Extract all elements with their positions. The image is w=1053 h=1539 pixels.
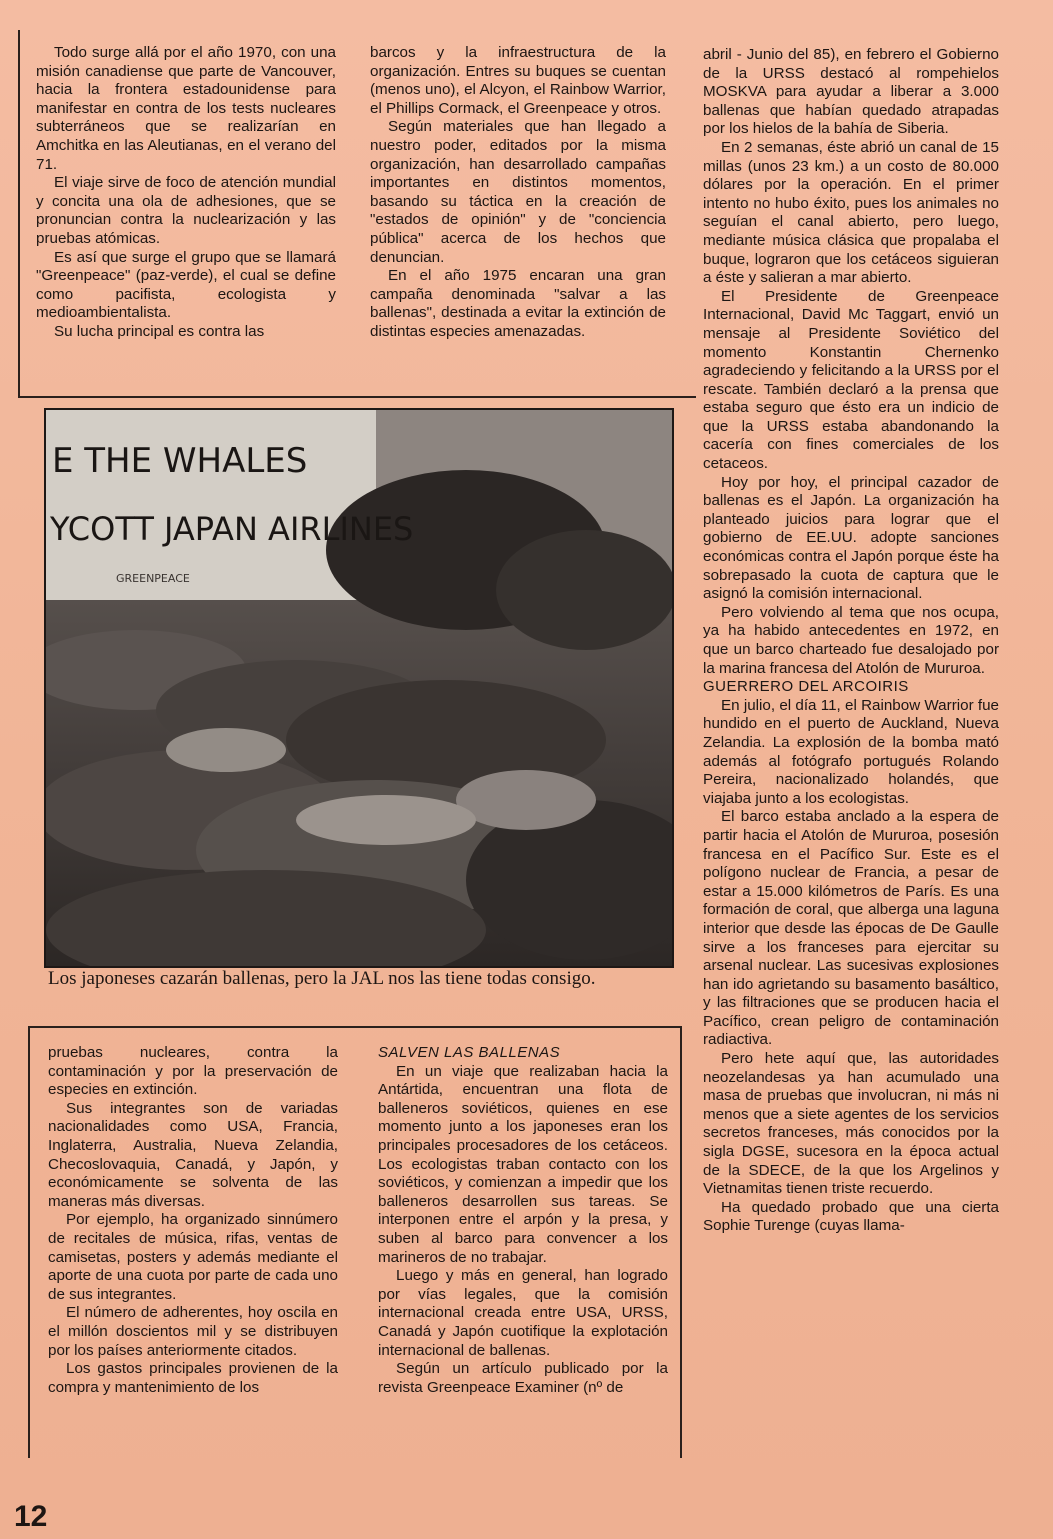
banner-text-3: GREENPEACE [116, 572, 190, 585]
paragraph: Pero volviendo al tema que nos ocupa, ya ha habido antecedentes en 1972, en que un barco charteado fue desalojado por la marina francesa del Atolón de Mururoa. [703, 603, 999, 677]
paragraph: barcos y la infraestructura de la organización. Entres su buques se cuentan (menos uno), el Alcyon, el Rainbow Warrior, el Phillips Cormack, el Greenpeace y otros. [370, 44, 666, 117]
banner-text-1: E THE WHALES [52, 441, 308, 481]
paragraph: Según materiales que han llegado a nuestro poder, editados por la misma organización, han desarrollado campañas importantes en distintos momentos, basando su táctica en la creación de "estados de opinión" y de "conciencia pública" acerca de los hechos que denuncian. [370, 118, 666, 266]
paragraph: Hoy por hoy, el principal cazador de ballenas es el Japón. La organización ha planteado juicios para lograr que el gobierno de EE.UU. adopte sanciones económicas contra el Japón porque éste ha sobrepasado la cuota de captura que le asignó la comisión internacional. [703, 473, 999, 603]
paragraph: El número de adherentes, hoy oscila en el millón doscientos mil y se distribuyen por los países anteriormente citados. [48, 1304, 338, 1359]
lower-column-2 [378, 1044, 668, 1397]
paragraph: En 2 semanas, éste abrió un canal de 15 millas (unos 23 km.) a un costo de 80.000 dólares por la operación. En el primer intento no hubo éxito, pues los animales no seguían el canal abierto, pero luego, mediante música clásica que propalaba el buque, lograron que los cetáceos siguieran a éste y salieran a mar abierto. [703, 138, 999, 287]
protest-photo [44, 408, 674, 968]
paragraph: El viaje sirve de foco de atención mundial y concita una ola de adhesiones, que se pronuncian contra la nuclearización y las pruebas atómicas. [36, 174, 336, 247]
paragraph: Según un artículo publicado por la revista Greenpeace Examiner (nº de [378, 1360, 668, 1396]
paragraph: Su lucha principal es contra las [54, 322, 265, 340]
paragraph: Es así que surge el grupo que se llamará "Greenpeace" (paz-verde), el cual se define como pacifista, ecologista y medioambientalista. [36, 248, 336, 322]
paragraph: Los gastos principales provienen de la compra y mantenimiento de los [48, 1360, 338, 1396]
paragraph: Por ejemplo, ha organizado sinnúmero de recitales de música, rifas, ventas de camisetas, posters y además mediante el aporte de una cuota por parte de cada uno de sus integrantes. [48, 1211, 338, 1303]
intro-column-2 [370, 44, 666, 342]
paragraph: Todo surge allá por el año 1970, con una misión canadiense que parte de Vancouver, hacia la frontera estadounidense para manifestar en contra de los tests nucleares subterráneos que se realizarían en Amchitka en las Aleutianas, en el verano del 71. [36, 44, 336, 173]
paragraph: El barco estaba anclado a la espera de partir hacia el Atolón de Mururoa, posesión francesa en el Pacífico Sur. Este es el polígono nuclear de Francia, a pesar de estar a 15.000 kilómetros de París. Es una formación de coral, que alberga una laguna interior que desde las épocas de De Gaulle sirve a los franceses para ejercitar su arsenal nuclear. Las sucesivas explosiones han ido agrietando su basamento basáltico, y las filtraciones que se producen hacia el Pacífico, crean peligro de contaminación radiactiva. [703, 808, 999, 1049]
paragraph: Sus integrantes son de variadas nacionalidades como USA, Francia, Inglaterra, Australia, Nueva Zelandia, Checoslovaquia, Canadá, y Japón, y económicamente se solventa de las maneras más diversas. [48, 1099, 338, 1210]
paragraph: pruebas nucleares, contra la contaminación y por la preservación de especies en extinción. [48, 1044, 338, 1099]
paragraph: El Presidente de Greenpeace Internacional, David Mc Taggart, envió un mensaje al Presidente Soviético del momento Konstantin Chernenko agradeciendo y felicitando a la URSS por el rescate. También declaró a la prensa que estaba seguro que ésto era un indicio de que la URSS estaba abandonando la cacería con fines comerciales de los cetaceos. [703, 287, 999, 473]
paragraph: En el año 1975 encaran una gran campaña denominada "salvar a las ballenas", destinada a evitar la extinción de distintas especies amenazadas. [370, 267, 666, 340]
photo-caption: Los japoneses cazarán ballenas, pero la JAL nos las tiene todas consigo. [48, 968, 596, 989]
paragraph: Ha quedado probado que una cierta Sophie Turenge (cuyas llama- [703, 1198, 999, 1235]
right-column [703, 46, 999, 1236]
paragraph: abril - Junio del 85), en febrero el Gobierno de la URSS destacó al rompehielos MOSKVA para ayudar a liberar a 3.000 ballenas que habían quedado atrapadas por los hielos de la bahía de Siberia. [703, 46, 999, 138]
photo-image [46, 410, 672, 966]
paragraph: Pero hete aquí que, las autoridades neozelandesas ya han acumulado una masa de pruebas que involucran, ni más ni menos que a siete agentes de los servicios secretos franceses, más conocidos por la sigla DGSE, sucesora en la época actual de la SDECE, de la que los Argelinos y Vietnamitas tienen triste recuerdo. [703, 1050, 999, 1198]
paragraph: En julio, el día 11, el Rainbow Warrior fue hundido en el puerto de Auckland, Nueva Zelandia. La explosión de la bomba mató además al fotógrafo portugués Rolando Pereira, nacionalizado holandés, que viajaba junto a los ecologistas. [703, 696, 999, 807]
page-number: 12 [14, 1500, 48, 1533]
paragraph: En un viaje que realizaban hacia la Antártida, encuentran una flota de balleneros soviéticos, quienes en ese momento junto a los japoneses eran los principales procesadores de los cetáceos. Los ecologistas traban contacto con los soviéticos, y comienzan a impedir que los balleneros desarrollen sus tareas. Se interponen entre el arpón y la presa, y suben al barco para convencer a los marineros de no trabajar. [378, 1062, 668, 1266]
banner-text-2: YCOTT JAPAN AIRLINES [50, 510, 414, 548]
lower-column-1 [48, 1044, 338, 1397]
intro-column-1 [36, 44, 336, 342]
paragraph: Luego y más en general, han logrado por vías legales, que la comisión internacional creada entre USA, URSS, Canadá y Japón cuotifique la explotación internacional de ballenas. [378, 1267, 668, 1359]
section-heading: GUERRERO DEL ARCOIRIS [703, 678, 909, 696]
section-heading: SALVEN LAS BALLENAS [378, 1044, 561, 1061]
